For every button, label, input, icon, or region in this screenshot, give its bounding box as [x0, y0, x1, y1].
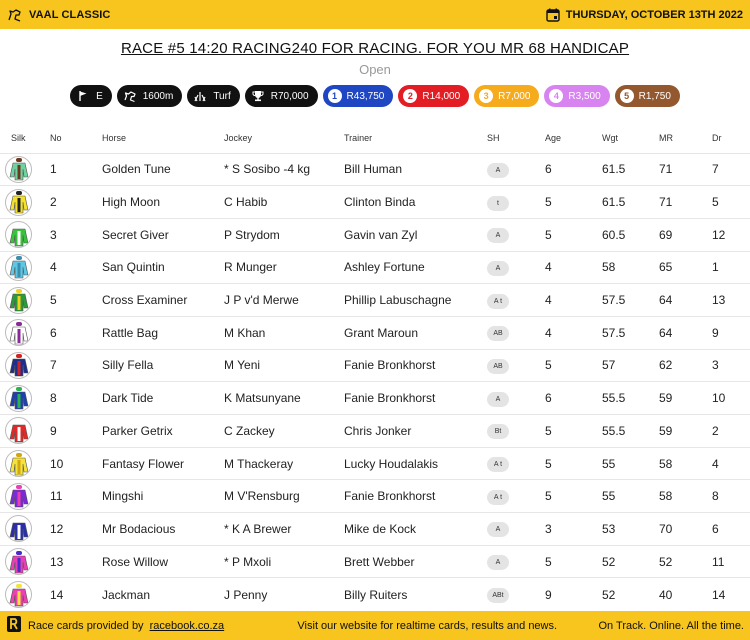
cell-jockey: J P v'd Merwe — [224, 284, 344, 317]
cell-wgt: 55.5 — [602, 382, 659, 415]
cell-trainer: Grant Maroun — [344, 316, 487, 349]
cell-jockey: P Strydom — [224, 218, 344, 251]
sh-badge: t — [487, 196, 509, 211]
cell-age: 6 — [545, 382, 602, 415]
cell-dr: 6 — [712, 513, 750, 546]
cell-trainer: Chris Jonker — [344, 415, 487, 448]
cell-horse: Parker Getrix — [102, 415, 224, 448]
cell-horse: Mr Bodacious — [102, 513, 224, 546]
total-prize-label: R70,000 — [270, 90, 309, 102]
cell-trainer: Brett Webber — [344, 545, 487, 578]
prize-pill-2 — [398, 85, 469, 107]
prize-pill-1 — [323, 85, 394, 107]
cell-jockey: M V'Rensburg — [224, 480, 344, 513]
cell-dr: 8 — [712, 480, 750, 513]
table-header-row — [0, 124, 750, 153]
place-4-icon: 4 — [549, 89, 563, 103]
jockey-silk-icon — [5, 352, 32, 379]
col-dr: Dr — [712, 133, 722, 144]
silk-cell — [0, 578, 44, 611]
cell-mr: 71 — [659, 186, 712, 219]
prize-5-label: R1,750 — [638, 90, 671, 102]
col-sh: SH — [487, 133, 500, 144]
cell-trainer: Billy Ruiters — [344, 578, 487, 611]
cell-horse: Rose Willow — [102, 545, 224, 578]
horse-logo-icon — [7, 7, 23, 23]
cell-horse: Cross Examiner — [102, 284, 224, 317]
cell-mr: 52 — [659, 545, 712, 578]
cell-sh — [487, 153, 545, 186]
col-age: Age — [545, 133, 562, 144]
cell-mr: 58 — [659, 480, 712, 513]
footer-credit — [6, 615, 256, 636]
cell-mr: 59 — [659, 415, 712, 448]
cell-mr: 58 — [659, 447, 712, 480]
cell-age: 4 — [545, 251, 602, 284]
cell-dr: 1 — [712, 251, 750, 284]
sh-badge: A t — [487, 490, 509, 505]
table-row[interactable] — [0, 349, 750, 382]
cell-dr: 5 — [712, 186, 750, 219]
cell-horse: Silly Fella — [102, 349, 224, 382]
footer-slogan: On Track. Online. All the time. — [598, 619, 744, 632]
cell-trainer: Fanie Bronkhorst — [344, 480, 487, 513]
cell-no: 1 — [44, 153, 102, 186]
direction-label: E — [96, 90, 103, 102]
cell-age: 3 — [545, 513, 602, 546]
cell-no: 8 — [44, 382, 102, 415]
cell-mr: 69 — [659, 218, 712, 251]
cell-dr: 13 — [712, 284, 750, 317]
cell-age: 5 — [545, 349, 602, 382]
calendar-icon — [546, 8, 560, 22]
jockey-silk-icon — [5, 221, 32, 248]
silk-cell — [0, 447, 44, 480]
place-2-icon: 2 — [403, 89, 417, 103]
race-title: RACE #5 14:20 RACING240 FOR RACING. FOR YOU MR 68 HANDICAP — [120, 40, 630, 57]
prize-3-label: R7,000 — [498, 90, 531, 102]
silk-cell — [0, 251, 44, 284]
cell-no: 4 — [44, 251, 102, 284]
cell-jockey: J Penny — [224, 578, 344, 611]
table-row[interactable] — [0, 218, 750, 251]
cell-wgt: 57 — [602, 349, 659, 382]
top-bar — [0, 0, 750, 29]
cell-sh — [487, 447, 545, 480]
col-jockey: Jockey — [224, 133, 253, 144]
cell-age: 4 — [545, 316, 602, 349]
cell-dr: 9 — [712, 316, 750, 349]
cell-sh — [487, 480, 545, 513]
sh-badge: A — [487, 261, 509, 276]
place-5-icon: 5 — [620, 89, 634, 103]
cell-age: 6 — [545, 153, 602, 186]
sh-badge: A t — [487, 457, 509, 472]
footer-message: Visit our website for realtime cards, results and news. — [297, 619, 558, 632]
venue-group — [7, 7, 110, 23]
cell-sh — [487, 578, 545, 611]
col-silk: Silk — [11, 133, 26, 144]
cell-wgt: 55 — [602, 480, 659, 513]
cell-dr: 11 — [712, 545, 750, 578]
cell-mr: 70 — [659, 513, 712, 546]
cell-no: 10 — [44, 447, 102, 480]
silk-cell — [0, 513, 44, 546]
cell-mr: 59 — [659, 382, 712, 415]
cell-age: 4 — [545, 284, 602, 317]
table-row[interactable] — [0, 578, 750, 611]
cell-sh — [487, 316, 545, 349]
table-row[interactable] — [0, 513, 750, 546]
table-row[interactable] — [0, 153, 750, 186]
cell-wgt: 61.5 — [602, 186, 659, 219]
silk-cell — [0, 349, 44, 382]
cell-horse: San Quintin — [102, 251, 224, 284]
cell-trainer: Bill Human — [344, 153, 487, 186]
cell-no: 9 — [44, 415, 102, 448]
cell-sh — [487, 513, 545, 546]
cell-wgt: 60.5 — [602, 218, 659, 251]
jockey-silk-icon — [5, 156, 32, 183]
cell-age: 5 — [545, 447, 602, 480]
cell-horse: Golden Tune — [102, 153, 224, 186]
cell-no: 12 — [44, 513, 102, 546]
sh-badge: A t — [487, 294, 509, 309]
cell-age: 5 — [545, 545, 602, 578]
cell-dr: 12 — [712, 218, 750, 251]
silk-cell — [0, 415, 44, 448]
cell-trainer: Ashley Fortune — [344, 251, 487, 284]
cell-sh — [487, 186, 545, 219]
cell-wgt: 53 — [602, 513, 659, 546]
silk-cell — [0, 153, 44, 186]
direction-pill — [70, 85, 112, 107]
table-row[interactable] — [0, 382, 750, 415]
cell-mr: 64 — [659, 284, 712, 317]
table-row[interactable] — [0, 186, 750, 219]
cell-dr: 14 — [712, 578, 750, 611]
jockey-silk-icon — [5, 385, 32, 412]
jockey-silk-icon — [5, 548, 32, 575]
jockey-silk-icon — [5, 319, 32, 346]
sh-badge: A — [487, 555, 509, 570]
table-row[interactable] — [0, 447, 750, 480]
cell-no: 7 — [44, 349, 102, 382]
sh-badge: ABt — [487, 588, 509, 603]
col-mr: MR — [659, 133, 673, 144]
cell-horse: Rattle Bag — [102, 316, 224, 349]
cell-no: 2 — [44, 186, 102, 219]
cell-no: 14 — [44, 578, 102, 611]
table-row[interactable] — [0, 480, 750, 513]
cell-jockey: C Zackey — [224, 415, 344, 448]
cell-mr: 64 — [659, 316, 712, 349]
horse-icon — [122, 88, 138, 104]
cell-sh — [487, 382, 545, 415]
cell-jockey: C Habib — [224, 186, 344, 219]
cell-no: 13 — [44, 545, 102, 578]
cell-trainer: Lucky Houdalakis — [344, 447, 487, 480]
flag-icon — [75, 88, 91, 104]
cell-wgt: 52 — [602, 578, 659, 611]
cell-wgt: 57.5 — [602, 284, 659, 317]
col-wgt: Wgt — [602, 133, 619, 144]
cell-no: 11 — [44, 480, 102, 513]
cell-no: 6 — [44, 316, 102, 349]
sh-badge: A — [487, 228, 509, 243]
cell-jockey: M Yeni — [224, 349, 344, 382]
trophy-icon — [250, 88, 266, 104]
sh-badge: A — [487, 163, 509, 178]
silk-cell — [0, 284, 44, 317]
cell-dr: 10 — [712, 382, 750, 415]
cell-jockey: M Khan — [224, 316, 344, 349]
table-row[interactable] — [0, 316, 750, 349]
cell-dr: 2 — [712, 415, 750, 448]
prize-pill-3 — [474, 85, 539, 107]
cell-trainer: Phillip Labuschagne — [344, 284, 487, 317]
cell-age: 5 — [545, 480, 602, 513]
cell-sh — [487, 284, 545, 317]
cell-wgt: 58 — [602, 251, 659, 284]
sh-badge: Bt — [487, 424, 509, 439]
cell-jockey: R Munger — [224, 251, 344, 284]
cell-jockey: * K A Brewer — [224, 513, 344, 546]
cell-wgt: 61.5 — [602, 153, 659, 186]
total-prize-pill — [245, 85, 318, 107]
distance-label: 1600m — [142, 90, 174, 102]
race-info-pills — [0, 85, 750, 107]
prize-pill-4 — [544, 85, 609, 107]
cell-dr: 7 — [712, 153, 750, 186]
cell-horse: Mingshi — [102, 480, 224, 513]
surface-label: Turf — [213, 90, 231, 102]
sh-badge: A — [487, 392, 509, 407]
cell-age: 5 — [545, 218, 602, 251]
cell-jockey: * P Mxoli — [224, 545, 344, 578]
cell-horse: Secret Giver — [102, 218, 224, 251]
cell-mr: 62 — [659, 349, 712, 382]
cell-sh — [487, 218, 545, 251]
silk-cell — [0, 382, 44, 415]
silk-cell — [0, 186, 44, 219]
cell-age: 5 — [545, 415, 602, 448]
prize-pill-5 — [615, 85, 680, 107]
footer-credit-text: Race cards provided by — [28, 619, 144, 632]
cell-wgt: 55.5 — [602, 415, 659, 448]
cell-horse: Fantasy Flower — [102, 447, 224, 480]
cell-sh — [487, 545, 545, 578]
cell-age: 5 — [545, 186, 602, 219]
table-row[interactable] — [0, 251, 750, 284]
sh-badge: A — [487, 522, 509, 537]
col-trainer: Trainer — [344, 133, 373, 144]
cell-horse: Dark Tide — [102, 382, 224, 415]
race-date: THURSDAY, OCTOBER 13TH 2022 — [565, 8, 743, 21]
racebook-logo-icon — [6, 615, 22, 636]
jockey-silk-icon — [5, 417, 32, 444]
venue-name: VAAL CLASSIC — [29, 8, 111, 21]
cell-mr: 40 — [659, 578, 712, 611]
sh-badge: AB — [487, 326, 509, 341]
cell-no: 5 — [44, 284, 102, 317]
cell-trainer: Gavin van Zyl — [344, 218, 487, 251]
cell-age: 9 — [545, 578, 602, 611]
cell-trainer: Mike de Kock — [344, 513, 487, 546]
jockey-silk-icon — [5, 581, 32, 608]
jockey-silk-icon — [5, 483, 32, 510]
place-1-icon: 1 — [328, 89, 342, 103]
jockey-silk-icon — [5, 189, 32, 216]
cell-jockey: K Matsunyane — [224, 382, 344, 415]
cell-wgt: 52 — [602, 545, 659, 578]
cell-trainer: Fanie Bronkhorst — [344, 382, 487, 415]
col-no: No — [50, 133, 62, 144]
cell-sh — [487, 251, 545, 284]
col-horse: Horse — [102, 133, 127, 144]
date-group — [546, 8, 743, 22]
racebook-link[interactable]: racebook.co.za — [149, 619, 225, 632]
cell-trainer: Fanie Bronkhorst — [344, 349, 487, 382]
cell-wgt: 55 — [602, 447, 659, 480]
race-class: Open — [359, 62, 391, 77]
cell-sh — [487, 349, 545, 382]
cell-horse: High Moon — [102, 186, 224, 219]
cell-dr: 4 — [712, 447, 750, 480]
turf-icon — [192, 88, 208, 104]
prize-2-label: R14,000 — [422, 90, 461, 102]
silk-cell — [0, 480, 44, 513]
runner-rows — [0, 153, 750, 611]
cell-horse: Jackman — [102, 578, 224, 611]
cell-jockey: M Thackeray — [224, 447, 344, 480]
cell-dr: 3 — [712, 349, 750, 382]
footer-bar — [0, 611, 750, 640]
cell-jockey: * S Sosibo -4 kg — [224, 153, 344, 186]
silk-cell — [0, 218, 44, 251]
cell-mr: 71 — [659, 153, 712, 186]
cell-wgt: 57.5 — [602, 316, 659, 349]
jockey-silk-icon — [5, 287, 32, 314]
table-row[interactable] — [0, 415, 750, 448]
silk-cell — [0, 545, 44, 578]
sh-badge: AB — [487, 359, 509, 374]
silk-cell — [0, 316, 44, 349]
table-row[interactable] — [0, 284, 750, 317]
race-card-table — [0, 124, 750, 611]
prize-4-label: R3,500 — [568, 90, 601, 102]
cell-trainer: Clinton Binda — [344, 186, 487, 219]
jockey-silk-icon — [5, 515, 32, 542]
jockey-silk-icon — [5, 254, 32, 281]
table-row[interactable] — [0, 545, 750, 578]
cell-no: 3 — [44, 218, 102, 251]
place-3-icon: 3 — [479, 89, 493, 103]
jockey-silk-icon — [5, 450, 32, 477]
cell-mr: 65 — [659, 251, 712, 284]
surface-pill — [187, 85, 239, 107]
distance-pill — [117, 85, 183, 107]
prize-1-label: R43,750 — [346, 90, 385, 102]
cell-sh — [487, 415, 545, 448]
